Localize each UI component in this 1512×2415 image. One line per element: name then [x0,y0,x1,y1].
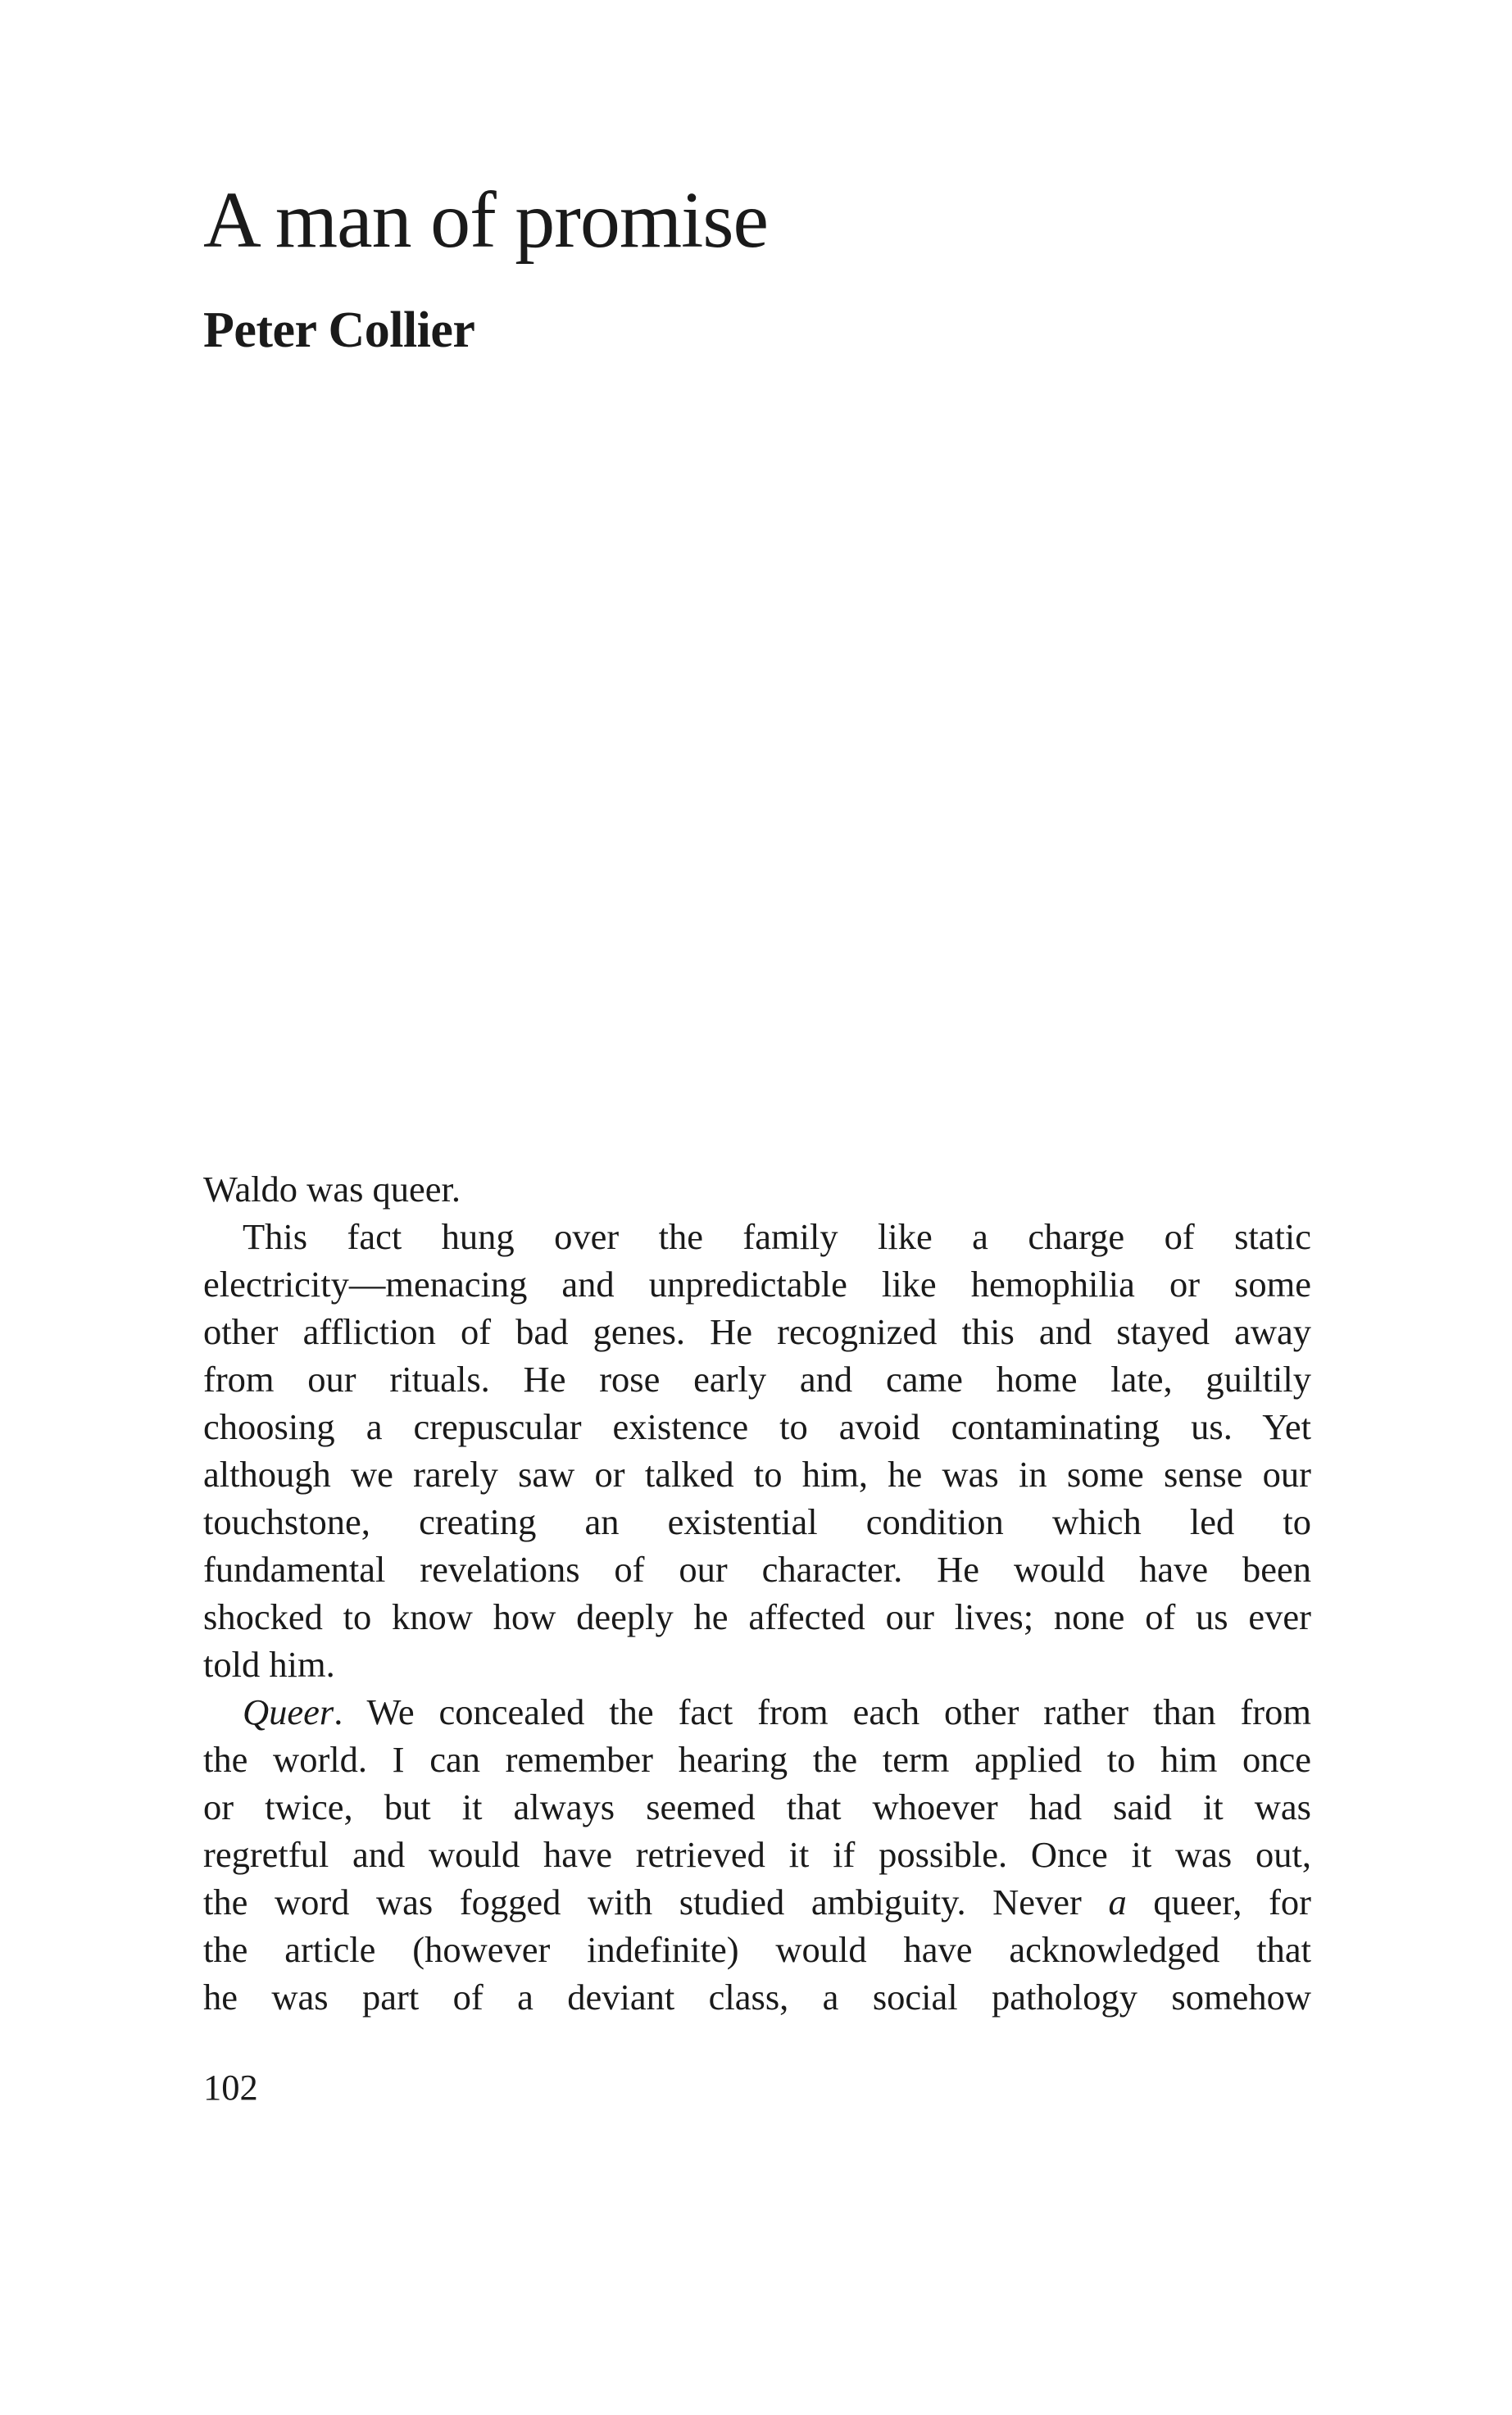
text-line [203,1260,1311,1308]
text-line [203,1688,1311,1736]
text-segment: or twice, but it always seemed that whoever had said it was [203,1786,1311,1827]
chapter-title: A man of promise [203,176,768,265]
text-segment: told him. [203,1644,335,1685]
page-number: 102 [203,2067,258,2108]
text-line [203,1641,1311,1688]
text-segment: electricity—menacing and unpredictable like hemophilia or some [203,1264,1311,1305]
chapter-author: Peter Collier [203,302,475,358]
text-segment: queer, for [1126,1882,1311,1922]
text-line [203,1450,1311,1498]
text-segment: other affliction of bad genes. He recognized this and stayed away [203,1311,1311,1352]
text-line [203,1831,1311,1878]
text-segment: the world. I can remember hearing the term applied to him once [203,1739,1311,1780]
text-segment: regretful and would have retrieved it if possible. Once it was out, [203,1834,1311,1875]
text-segment: . We concealed the fact from each other rather than from [334,1691,1311,1732]
text-line [203,1308,1311,1355]
text-segment: This fact hung over the family like a charge of static [243,1216,1311,1257]
text-segment: the article (however indefinite) would have acknowledged that [203,1929,1311,1970]
italic-word: Queer [243,1691,334,1732]
text-segment: the word was fogged with studied ambiguity. Never [203,1882,1109,1922]
text-line [203,1973,1311,2021]
text-line [203,1498,1311,1546]
text-line [203,1783,1311,1831]
text-line [203,1736,1311,1783]
text-segment: although we rarely saw or talked to him, he was in some sense our [203,1454,1311,1495]
italic-word: a [1108,1882,1127,1922]
text-segment: Waldo was queer. [203,1169,461,1210]
text-line [203,1546,1311,1593]
text-segment: touchstone, creating an existential condition which led to [203,1501,1311,1542]
text-segment: from our rituals. He rose early and came home late, guiltily [203,1359,1311,1400]
text-line [203,1878,1311,1926]
text-segment: choosing a crepuscular existence to avoid contaminating us. Yet [203,1406,1311,1447]
body-text [203,1165,1311,2021]
text-segment: shocked to know how deeply he affected our lives; none of us ever [203,1596,1311,1637]
text-segment: he was part of a deviant class, a social pathology somehow [203,1977,1311,2018]
text-line [203,1926,1311,1973]
text-segment: fundamental revelations of our character. He would have been [203,1549,1311,1590]
text-line [203,1213,1311,1260]
text-line [203,1355,1311,1403]
text-line [203,1403,1311,1450]
text-line [203,1165,1311,1213]
text-line [203,1593,1311,1641]
